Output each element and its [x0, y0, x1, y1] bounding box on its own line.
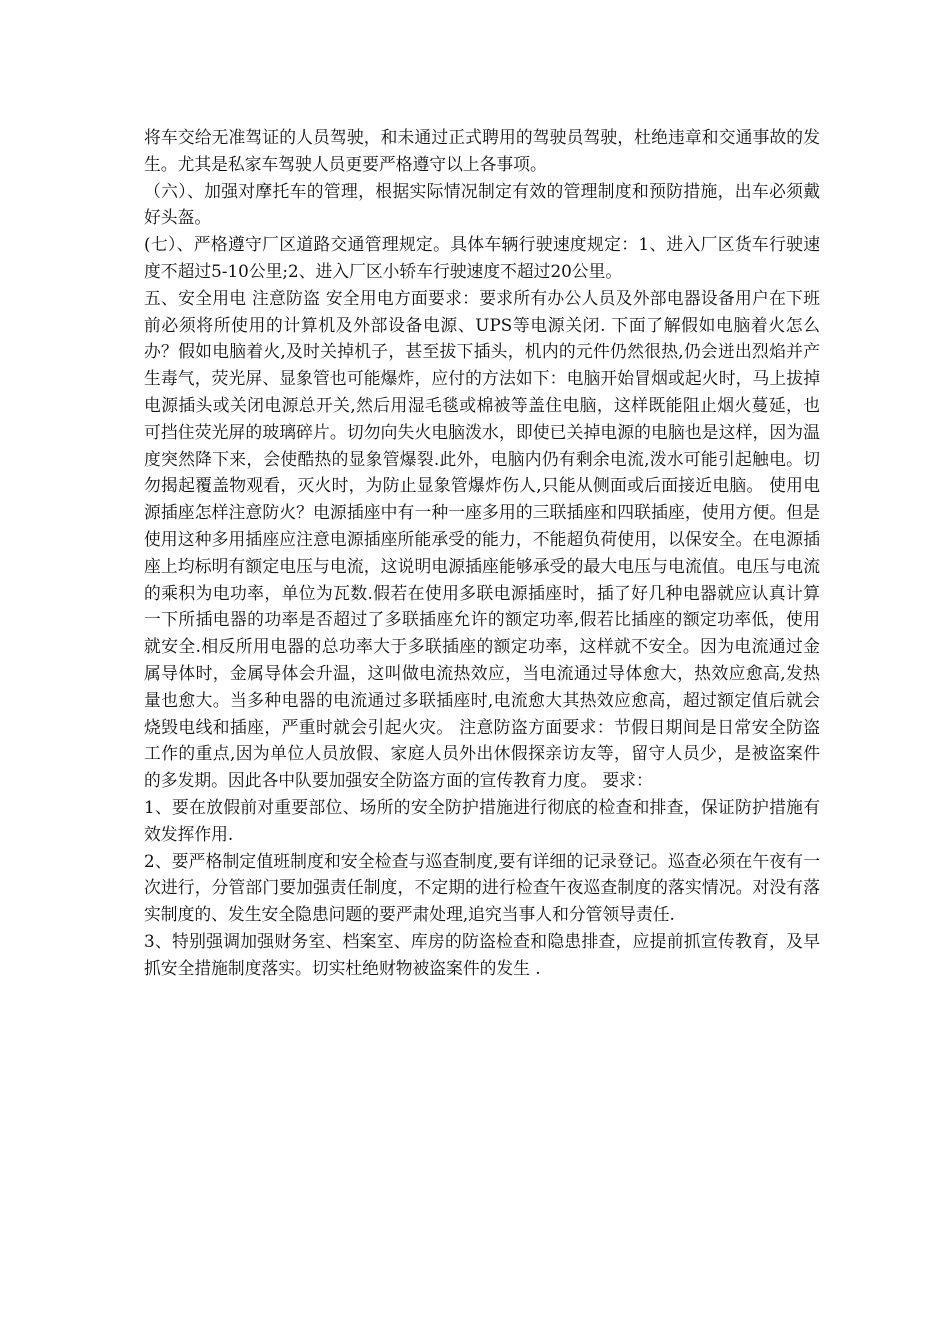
paragraph-requirement-3: 3、特别强调加强财务室、档案室、库房的防盗检查和隐患排查，应提前抓宣传教育，及早抓安全措施制度落实。切实杜绝财物被盗案件的发生 .	[144, 930, 820, 978]
paragraph-requirement-1: 1、要在放假前对重要部位、场所的安全防护措施进行彻底的检查和排查，保证防护措施有效发挥作用.	[144, 796, 820, 844]
paragraph-motorcycle: （六）、加强对摩托车的管理，根据实际情况制定有效的管理制度和预防措施，出车必须戴好头盔。	[144, 180, 820, 228]
paragraph-speed-limits: (七）、严格遵守厂区道路交通管理规定。具体车辆行驶速度规定：1、进入厂区货车行驶速度不超过5-10公里;2、进入厂区小轿车行驶速度不超过20公里。	[144, 234, 820, 281]
paragraph-traffic-drivers: 将车交给无准驾证的人员驾驶，和未通过正式聘用的驾驶员驾驶，杜绝违章和交通事故的发生。尤其是私家车驾驶人员更要严格遵守以上各事项。	[144, 127, 820, 174]
paragraph-electric-safety: 五、安全用电 注意防盗 安全用电方面要求：要求所有办公人员及外部电器设备用户在下班前必须将所使用的计算机及外部设备电源、UPS等电源关闭. 下面了解假如电脑着火怎么办？假如电脑着火,及时关掉机子，甚至拔下插头，机内的元件仍然很热,仍会迸出烈焰并产生毒气，荧光屏、显象管也可能爆炸，应付的方法如下：电脑开始冒烟或起火时，马上拔掉电源插头或关闭电源总开关,然后用湿毛毯或棉被等盖住电脑，这样既能阻止烟火蔓延，也可挡住荧光屏的玻璃碎片。切勿向失火电脑泼水，即使已关掉电源的电脑也是这样，因为温度突然降下来，会使酷热的显象管爆裂.此外，电脑内仍有剩余电流,泼水可能引起触电。切勿揭起覆盖物观看，灭火时，为防止显象管爆炸伤人,只能从侧面或后面接近电脑。 使用电源插座怎样注意防火？电源插座中有一种一座多用的三联插座和四联插座，使用方便。但是使用这种多用插座应注意电源插座所能承受的能力，不能超负荷使用，以保安全。在电源插座上均标明有额定电压与电流，这说明电源插座能够承受的最大电压与电流值。电压与电流的乘积为电功率，单位为瓦数.假若在使用多联电源插座时，插了好几种电器就应认真计算一下所插电器的功率是否超过了多联插座允许的额定功率,假若比插座的额定功率低，使用就安全.相反所用电器的总功率大于多联插座的额定功率，这样就不安全。因为电流通过金属导体时，金属导体会升温，这叫做电流热效应，当电流通过导体愈大，热效应愈高,发热量也愈大。当多种电器的电流通过多联插座时,电流愈大其热效应愈高，超过额定值后就会烧毁电线和插座，严重时就会引起火灾。 注意防盗方面要求：节假日期间是日常安全防盗工作的重点,因为单位人员放假、家庭人员外出休假探亲访友等，留守人员少，是被盗案件的多发期。因此各中队要加强安全防盗方面的宣传教育力度。 要求：	[144, 287, 820, 791]
paragraph-requirement-2: 2、要严格制定值班制度和安全检查与巡查制度,要有详细的记录登记。巡查必须在午夜有一次进行，分管部门要加强责任制度，不定期的进行检查午夜巡查制度的落实情况。对没有落实制度的、发生安全隐患问题的要严肃处理,追究当事人和分管领导责任.	[144, 850, 820, 925]
document-body	[144, 124, 820, 982]
